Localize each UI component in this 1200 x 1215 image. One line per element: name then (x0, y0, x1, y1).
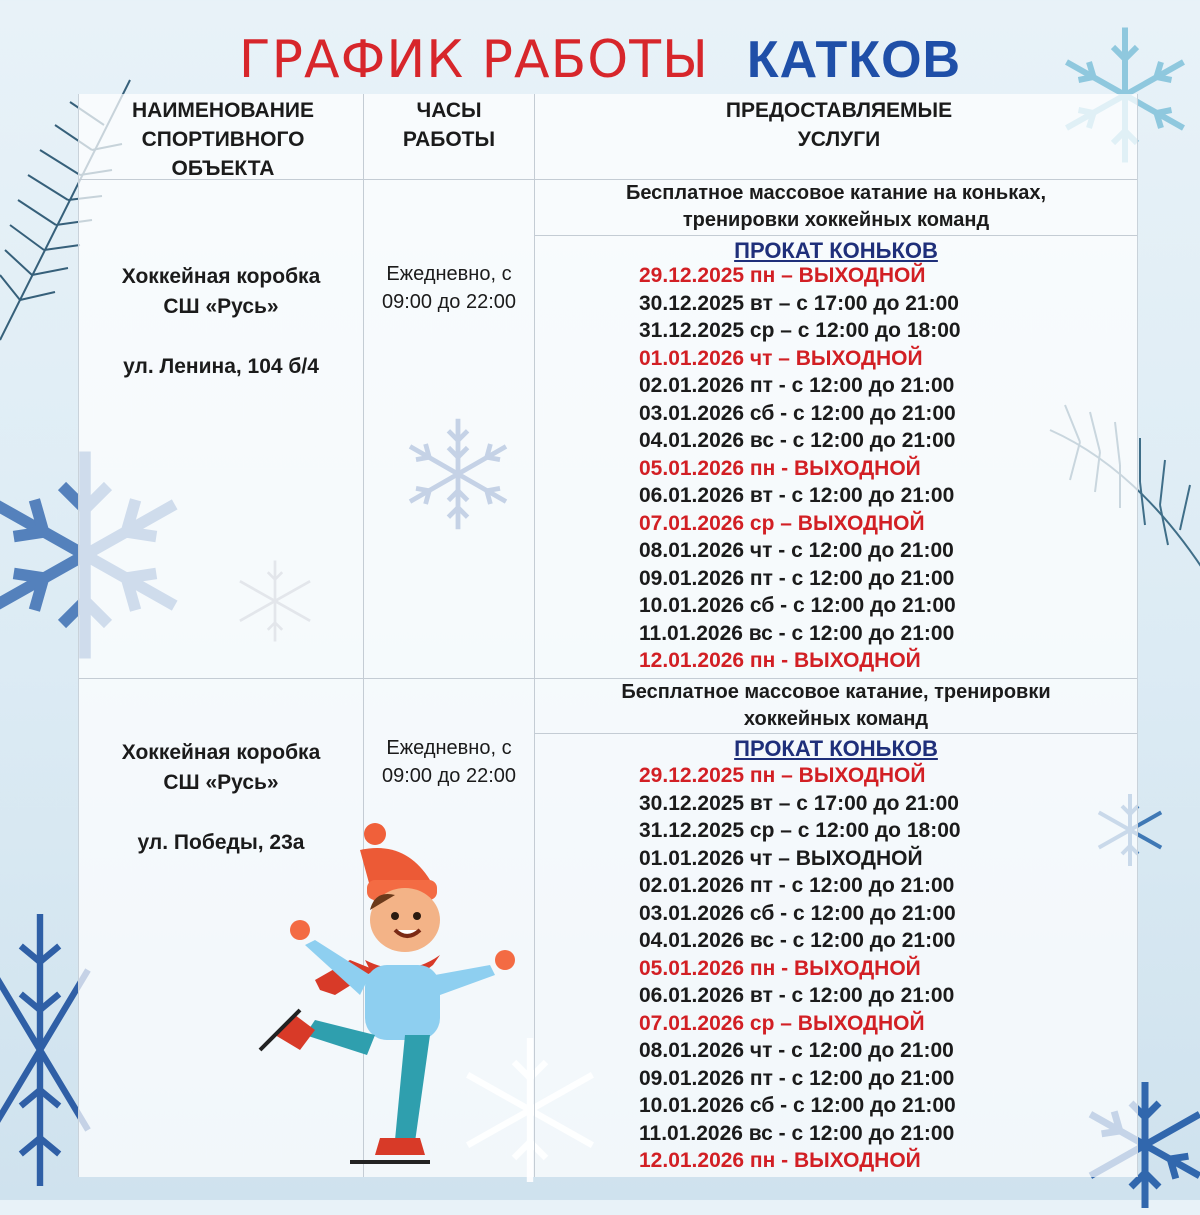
rental-title: ПРОКАТ КОНЬКОВ (734, 238, 938, 263)
rink-name: Хоккейная коробка СШ «Русь» (121, 265, 321, 318)
rink-address: ул. Ленина, 104 б/4 (123, 355, 319, 378)
schedule-row: 03.01.2026 сб - с 12:00 до 21:00 (639, 401, 956, 425)
schedule-row: 29.12.2025 пн – ВЫХОДНОЙ (639, 764, 926, 787)
schedule-row: 30.12.2025 вт – с 17:00 до 21:00 (639, 291, 959, 315)
schedule-row: 30.12.2025 вт – с 17:00 до 21:00 (639, 791, 959, 815)
schedule-row: 02.01.2026 пт - с 12:00 до 21:00 (639, 874, 955, 897)
schedule-row: 12.01.2026 пн - ВЫХОДНОЙ (639, 649, 921, 672)
schedule-row: 03.01.2026 сб - с 12:00 до 21:00 (639, 901, 956, 925)
schedule-table (78, 94, 1138, 1177)
rink-address: ул. Победы, 23а (137, 831, 305, 854)
schedule-row: 10.01.2026 сб - с 12:00 до 21:00 (639, 1094, 956, 1117)
schedule-row: 11.01.2026 вс - с 12:00 до 21:00 (639, 1121, 955, 1145)
header-object: НАИМЕНОВАНИЕ СПОРТИВНОГО ОБЪЕКТА (132, 99, 314, 180)
row-divider (535, 235, 1137, 236)
schedule-row: 09.01.2026 пт - с 12:00 до 21:00 (639, 566, 955, 590)
rink-services: Бесплатное массовое катание на коньках, тренировки хоккейных команд (625, 182, 1047, 231)
schedule-row: 08.01.2026 чт - с 12:00 до 21:00 (639, 1039, 954, 1062)
title-part-2: КАТКОВ (746, 31, 962, 89)
schedule-row: 05.01.2026 пн - ВЫХОДНОЙ (639, 956, 921, 980)
schedule-row: 31.12.2025 ср – с 12:00 до 18:00 (639, 819, 961, 842)
rink-hours: Ежедневно, с 09:00 до 22:00 (382, 263, 517, 313)
schedule-row: 05.01.2026 пн - ВЫХОДНОЙ (639, 456, 921, 480)
schedule-row: 04.01.2026 вс - с 12:00 до 21:00 (639, 429, 956, 452)
schedule-row: 11.01.2026 вс - с 12:00 до 21:00 (639, 621, 955, 645)
title-part-1: ГРАФИК РАБОТЫ (238, 30, 709, 90)
rink-hours: Ежедневно, с 09:00 до 22:00 (382, 737, 517, 787)
row-divider (535, 733, 1137, 734)
schedule-row: 09.01.2026 пт - с 12:00 до 21:00 (639, 1066, 955, 1090)
skater-illustration (255, 820, 535, 1170)
schedule-row: 12.01.2026 пн - ВЫХОДНОЙ (639, 1149, 921, 1172)
rental-title: ПРОКАТ КОНЬКОВ (734, 736, 938, 761)
schedule-row: 01.01.2026 чт – ВЫХОДНОЙ (639, 346, 923, 370)
header-hours: ЧАСЫ РАБОТЫ (402, 99, 496, 151)
rental-schedule (639, 262, 1119, 675)
schedule-row: 08.01.2026 чт - с 12:00 до 21:00 (639, 539, 954, 562)
schedule-row: 29.12.2025 пн – ВЫХОДНОЙ (639, 264, 926, 287)
schedule-row: 02.01.2026 пт - с 12:00 до 21:00 (639, 374, 955, 397)
rink-services: Бесплатное массовое катание, тренировки хоккейных команд (621, 681, 1051, 730)
schedule-row: 01.01.2026 чт – ВЫХОДНОЙ (639, 846, 923, 870)
schedule-row: 04.01.2026 вс - с 12:00 до 21:00 (639, 929, 956, 952)
rink-name: Хоккейная коробка СШ «Русь» (121, 741, 321, 794)
schedule-row: 10.01.2026 сб - с 12:00 до 21:00 (639, 594, 956, 617)
schedule-row: 31.12.2025 ср – с 12:00 до 18:00 (639, 319, 961, 342)
page-title (0, 30, 1200, 90)
schedule-row: 06.01.2026 вт - с 12:00 до 21:00 (639, 484, 955, 507)
header-services: ПРЕДОСТАВЛЯЕМЫЕ УСЛУГИ (725, 99, 953, 151)
schedule-row: 06.01.2026 вт - с 12:00 до 21:00 (639, 984, 955, 1007)
rental-schedule (639, 762, 1119, 1175)
schedule-row: 07.01.2026 ср – ВЫХОДНОЙ (639, 511, 925, 535)
schedule-row: 07.01.2026 ср – ВЫХОДНОЙ (639, 1011, 925, 1035)
